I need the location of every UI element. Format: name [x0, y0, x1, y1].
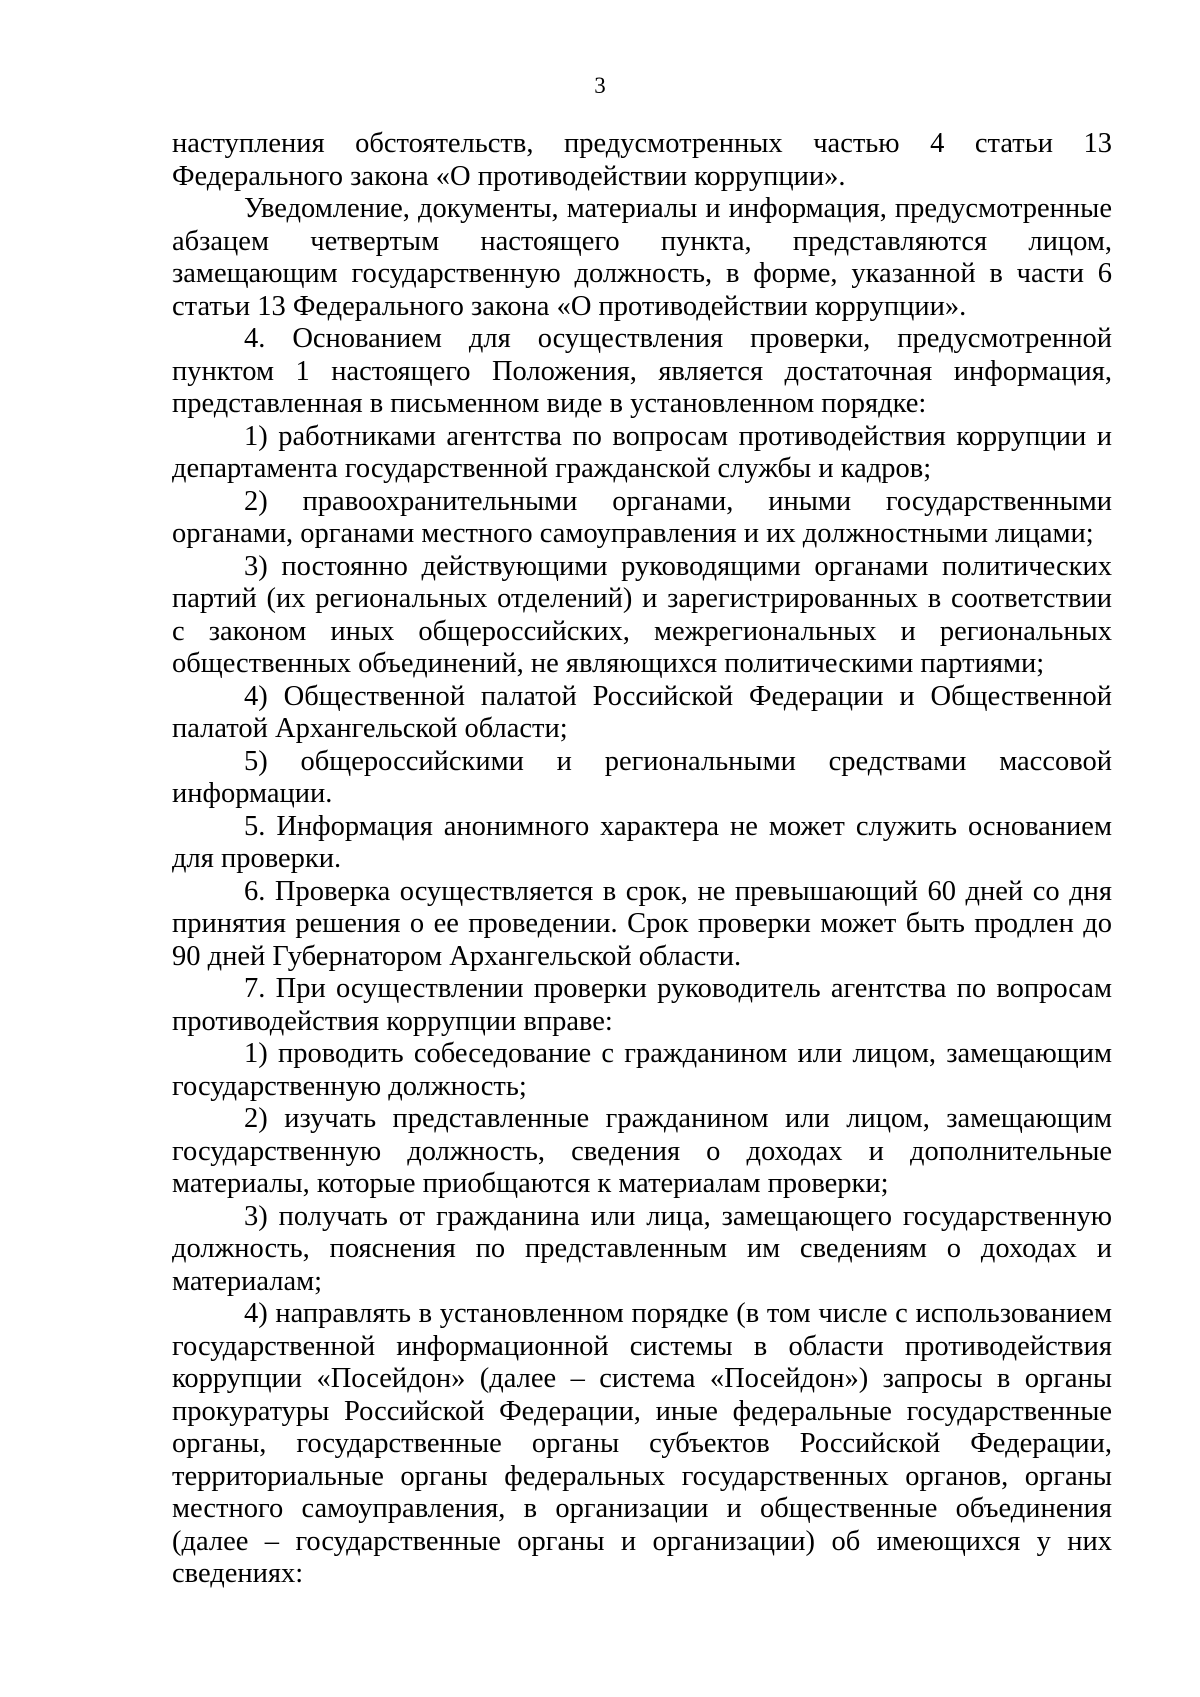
- list-item: 2) правоохранительными органами, иными государственными органами, органами местного самоуправления и их должностными лицами;: [172, 485, 1112, 549]
- paragraph: Уведомление, документы, материалы и информация, предусмотренные абзацем четвертым настоящего пункта, представляются лицом, замещающим государственную должность, в форме, указанной в части 6 статьи 13 Федерального закона «О противодействии коррупции».: [172, 193, 1112, 322]
- page-number: 3: [594, 73, 606, 98]
- document-body: [172, 128, 1112, 1591]
- list-item: 1) работниками агентства по вопросам противодействия коррупции и департамента государственной гражданской службы и кадров;: [172, 420, 1112, 484]
- list-item: 1) проводить собеседование с гражданином или лицом, замещающим государственную должность;: [172, 1038, 1112, 1102]
- paragraph: 4. Основанием для осуществления проверки, предусмотренной пунктом 1 настоящего Положения, является достаточная информация, представленная в письменном виде в установленном порядке:: [172, 323, 1112, 419]
- paragraph: 7. При осуществлении проверки руководитель агентства по вопросам противодействия коррупции вправе:: [172, 973, 1112, 1037]
- paragraph: 6. Проверка осуществляется в срок, не превышающий 60 дней со дня принятия решения о ее проведении. Срок проверки может быть продлен до 90 дней Губернатором Архангельской области.: [172, 875, 1112, 972]
- paragraph: 5. Информация анонимного характера не может служить основанием для проверки.: [172, 810, 1112, 874]
- list-item: 4) Общественной палатой Российской Федерации и Общественной палатой Архангельской области;: [172, 680, 1112, 744]
- list-item: 2) изучать представленные гражданином или лицом, замещающим государственную должность, сведения о доходах и дополнительные материалы, которые приобщаются к материалам проверки;: [172, 1103, 1112, 1199]
- list-item: 3) получать от гражданина или лица, замещающего государственную должность, пояснения по представленным им сведениям о доходах и материалам;: [172, 1200, 1112, 1297]
- list-item: 5) общероссийскими и региональными средствами массовой информации.: [172, 745, 1112, 809]
- paragraph: наступления обстоятельств, предусмотренных частью 4 статьи 13 Федерального закона «О противодействии коррупции».: [172, 128, 1112, 192]
- list-item: 4) направлять в установленном порядке (в том числе с использованием государственной информационной системы в области противодействия коррупции «Посейдон» (далее – система «Посейдон») запросы в органы прокуратуры Российской Федерации, иные федеральные государственные органы, государственные органы субъектов Российской Федерации, территориальные органы федеральных государственных органов, органы местного самоуправления, в организации и общественные объединения (далее – государственные органы и организации) об имеющихся у них сведениях:: [172, 1298, 1112, 1589]
- list-item: 3) постоянно действующими руководящими органами политических партий (их региональных отделений) и зарегистрированных в соответствии с законом иных общероссийских, межрегиональных и региональных общественных объединений, не являющихся политическими партиями;: [172, 550, 1112, 679]
